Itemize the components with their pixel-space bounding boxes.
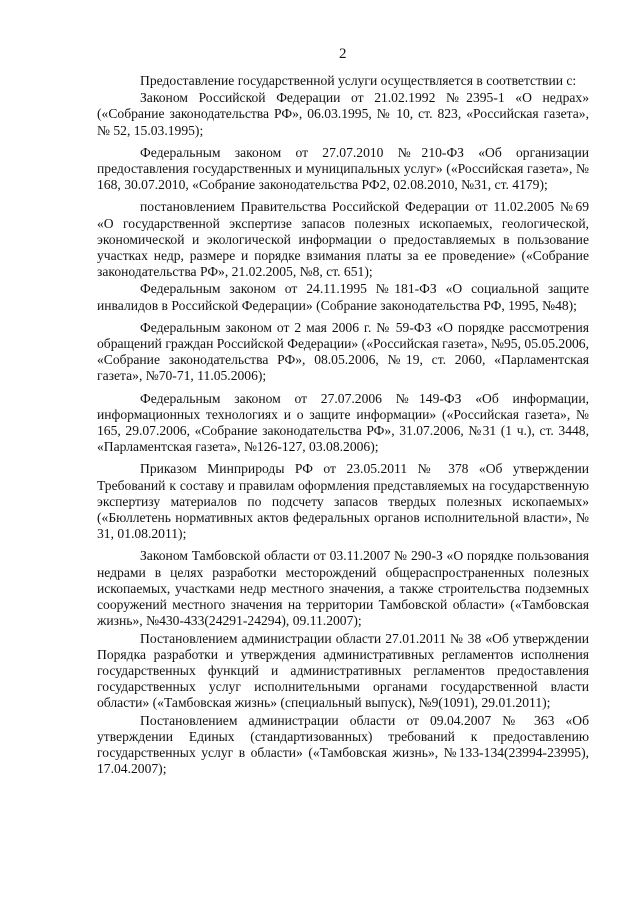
paragraph-law-181fz: Федеральным законом от 24.11.1995 №181-ФЗ «О социальной защите инвалидов в Российской Федерации» (Собрание законодательства РФ, 1995, №48); bbox=[97, 281, 589, 313]
paragraph-law-290z: Законом Тамбовской области от 03.11.2007 № 290-З «О порядке пользования недрами в целях разработки месторождений общераспространенных полезных ископаемых, участками недр местного значения, а также строительства подземных сооружений местного значения на территории Тамбовской области» («Тамбовская жизнь», №430-433(24291-24294), 09.11.2007); bbox=[97, 548, 589, 629]
paragraph-law-nedra: Законом Российской Федерации от 21.02.1992 №2395-1 «О недрах» («Собрание законодательства РФ», 06.03.1995, № 10, ст. 823, «Российская газета», № 52, 15.03.1995); bbox=[97, 90, 589, 138]
paragraph-resolution-38: Постановлением администрации области 27.01.2011 № 38 «Об утверждении Порядка разработки и утверждения административных регламентов исполнения государственных функций и административных регламентов предоставления государственных услуг исполнительными органами государственной власти области» («Тамбовская жизнь» (специальный выпуск), №9(1091), 29.01.2011); bbox=[97, 630, 589, 711]
paragraph-law-210fz: Федеральным законом от 27.07.2010 №210-ФЗ «Об организации предоставления государственных и муниципальных услуг» («Российская газета», № 168, 30.07.2010, «Собрание законодательства РФ2, 02.08.2010, №31, ст. 4179); bbox=[97, 144, 589, 193]
paragraph-resolution-69: постановлением Правительства Российской Федерации от 11.02.2005 №69 «О государственной экспертизе запасов полезных ископаемых, геологической, экономической и экологической информации о предоставляемых в пользование участках недр, размере и порядке взимания платы за ее проведение» («Собрание законодательства РФ», 21.02.2005, №8, ст. 651); bbox=[97, 199, 589, 280]
paragraph-order-378: Приказом Минприроды РФ от 23.05.2011 № 378 «Об утверждении Требований к составу и правилам оформления представляемых на государственную экспертизу материалов по подсчету запасов твердых полезных ископаемых» («Бюллетень нормативных актов федеральных органов исполнительной власти», № 31, 01.08.2011); bbox=[97, 461, 589, 542]
paragraph-law-59fz: Федеральным законом от 2 мая 2006 г. № 59-ФЗ «О порядке рассмотрения обращений граждан Российской Федерации» («Российская газета», №95, 05.05.2006, «Собрание законодательства РФ», 08.05.2006, №19, ст. 2060, «Парламентская газета», №70-71, 11.05.2006); bbox=[97, 319, 589, 384]
page-number: 2 bbox=[339, 46, 347, 62]
paragraph-law-149fz: Федеральным законом от 27.07.2006 №149-ФЗ «Об информации, информационных технологиях и о защите информации» («Российская газета», № 165, 29.07.2006, «Собрание законодательства РФ», 31.07.2006, №31 (1 ч.), ст. 3448, «Парламентская газета», №126-127, 03.08.2006); bbox=[97, 390, 589, 455]
paragraph-intro: Предоставление государственной услуги осуществляется в соответствии с: bbox=[140, 73, 577, 88]
paragraph-resolution-363: Постановлением администрации области от 09.04.2007 № 363 «Об утверждении Единых (стандартизованных) требований к предоставлению государственных услуг в области» («Тамбовская жизнь», №133-134(23994-23995), 17.04.2007); bbox=[97, 712, 589, 777]
